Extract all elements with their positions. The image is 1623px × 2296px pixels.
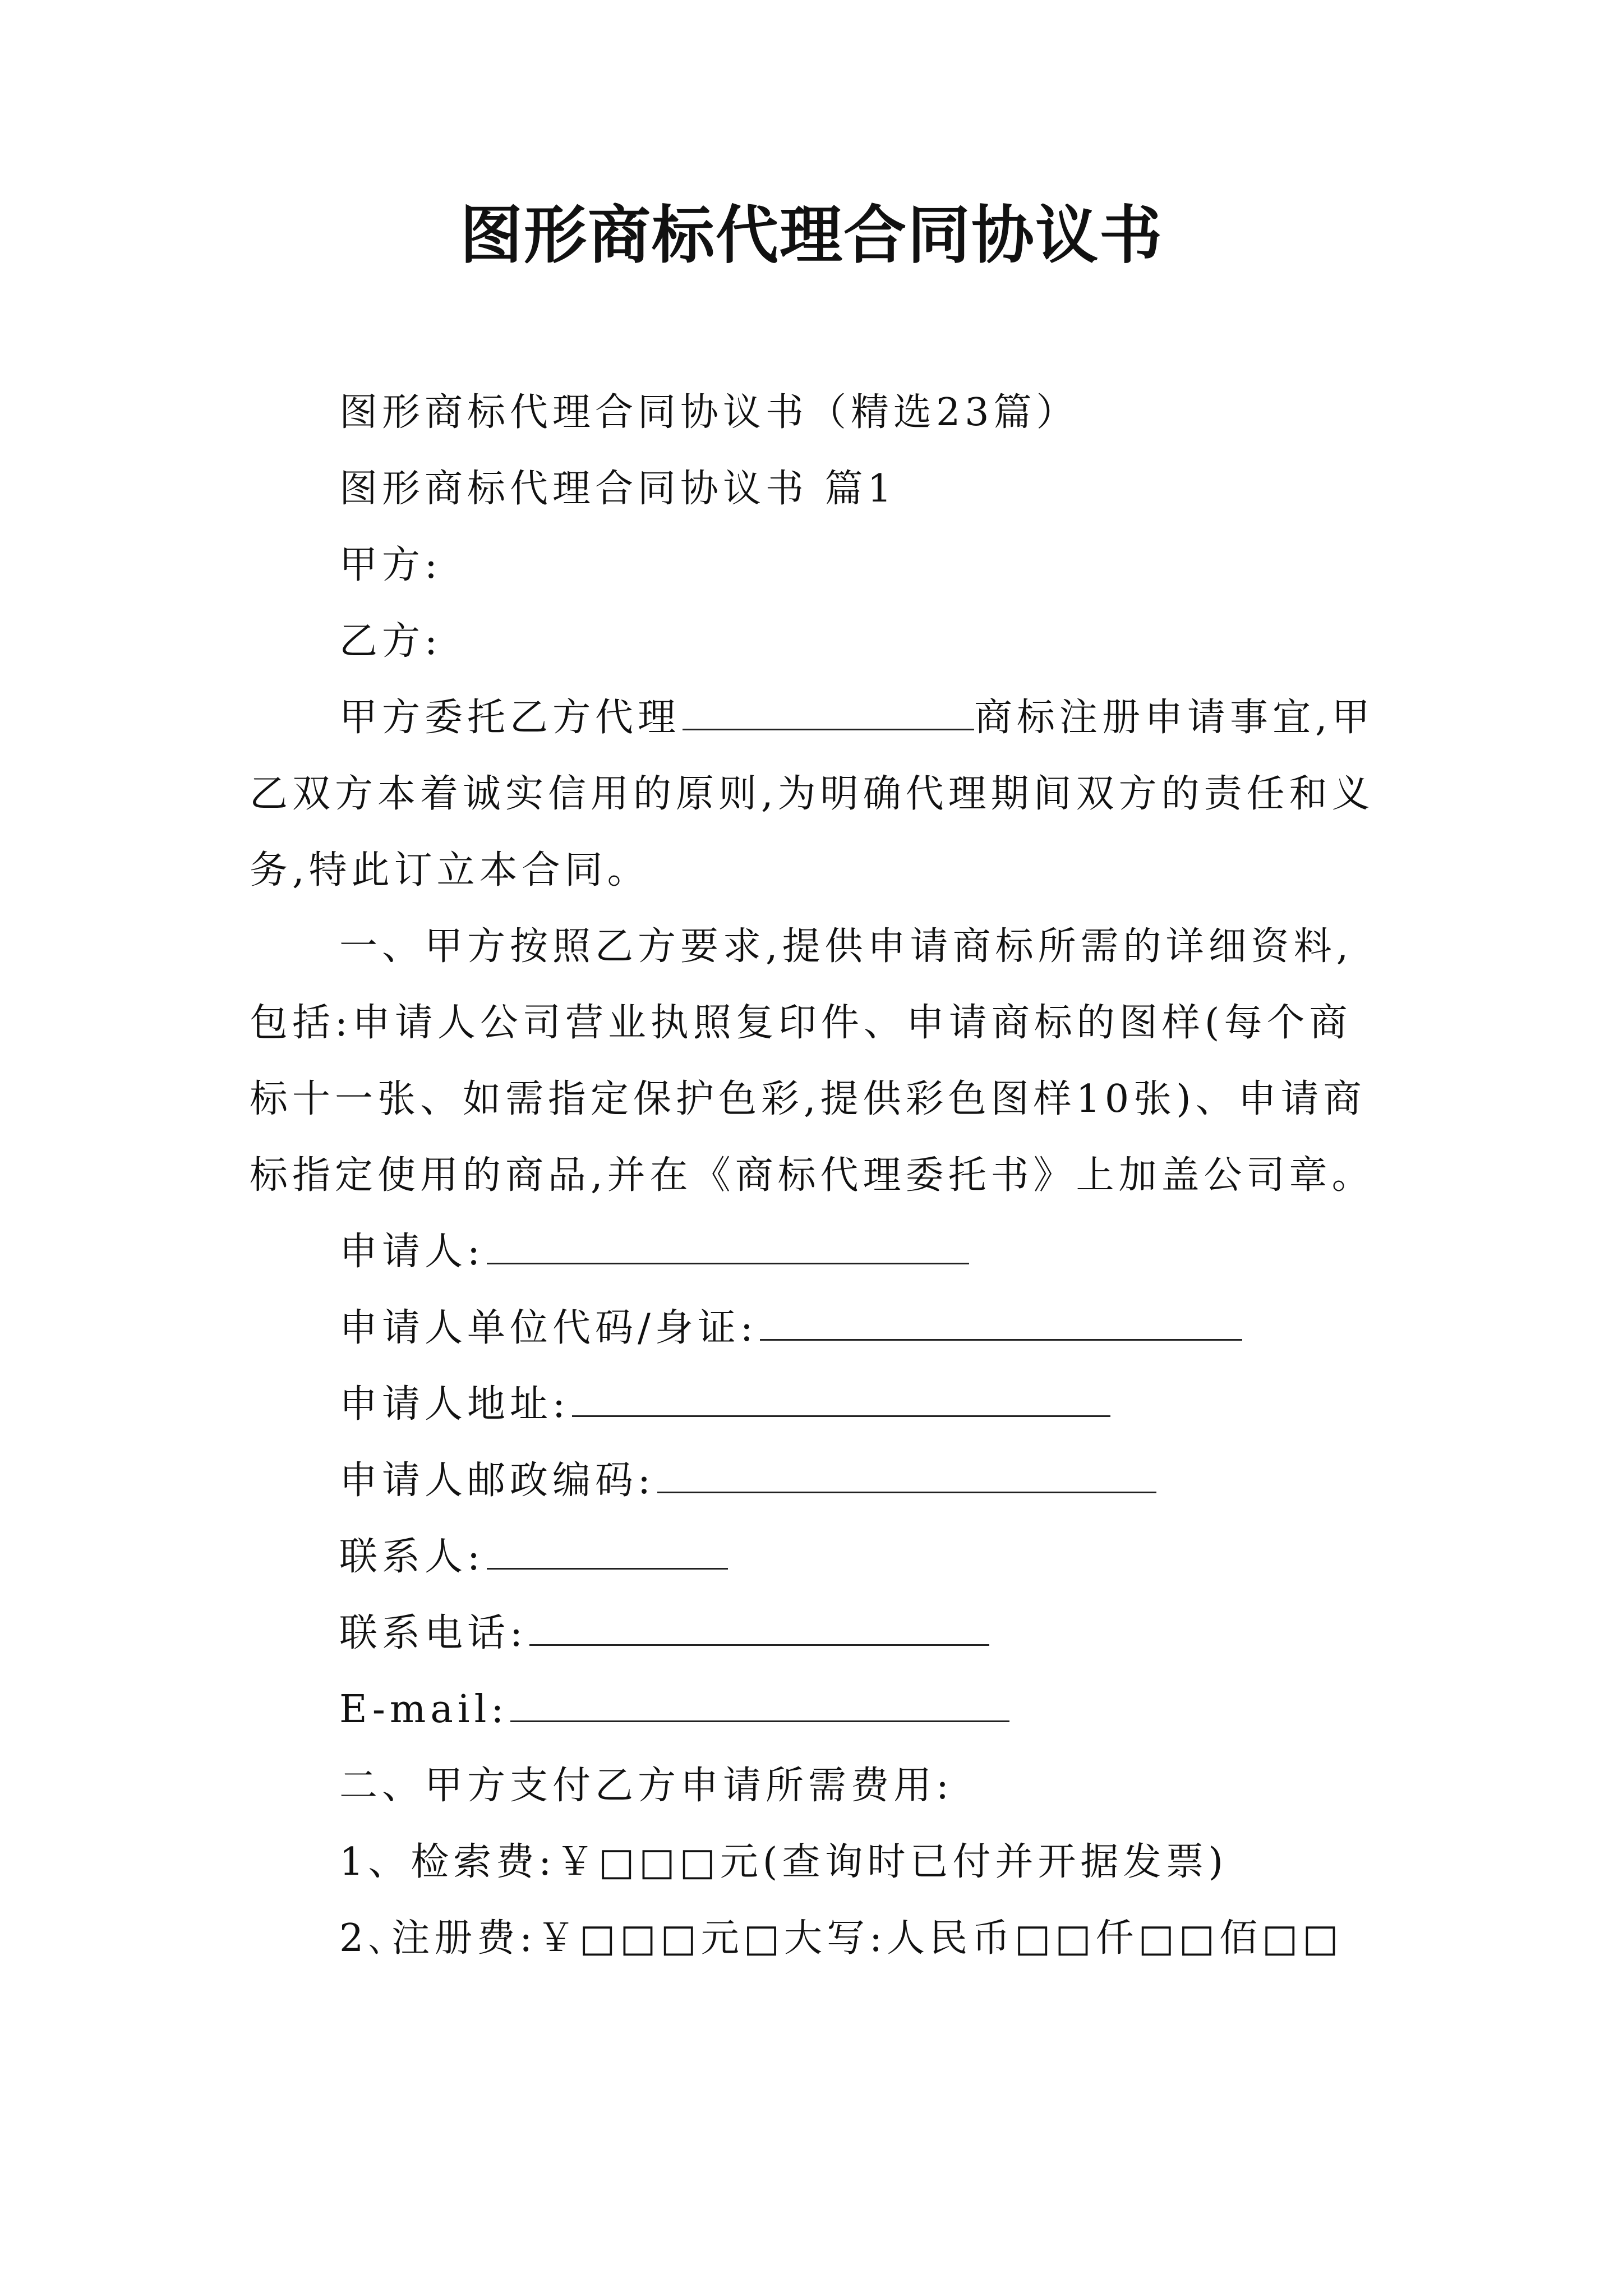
applicant-label: 申请人: bbox=[339, 1230, 485, 1274]
applicant-field bbox=[250, 1214, 1394, 1290]
party-a-label: 甲方: bbox=[339, 543, 442, 587]
fee-item-1: 1、检索费:￥□□□元(查询时已付并开据发票) bbox=[339, 1840, 1228, 1884]
applicant-postcode-field bbox=[250, 1443, 1394, 1519]
fee-item-2: 2､注册费:￥□□□元□大写:人民币□□仟□□佰□□ bbox=[339, 1916, 1343, 1961]
contact-phone-blank bbox=[529, 1606, 989, 1646]
applicant-address-blank bbox=[572, 1377, 1110, 1417]
intro-text-before: 甲方委托乙方代理 bbox=[339, 696, 681, 740]
document-title: 图形商标代理合同协议书 bbox=[460, 199, 1163, 272]
email-field bbox=[250, 1672, 1394, 1748]
applicant-code-blank bbox=[760, 1301, 1242, 1341]
party-b-label: 乙方: bbox=[339, 619, 442, 664]
contact-person-blank bbox=[487, 1530, 728, 1570]
clause-1-paragraph: 一、甲方按照乙方要求,提供申请商标所需的详细资料,包括:申请人公司营业执照复印件、申请商标的图样(每个商标十一张、如需指定保护色彩,提供彩色图样10张)、申请商标指定使用的商品,并在《商标代理委托书》上加盖公司章。 bbox=[250, 924, 1375, 1198]
contact-phone-field bbox=[250, 1595, 1394, 1672]
intro-paragraph bbox=[250, 680, 1394, 909]
applicant-postcode-label: 申请人邮政编码: bbox=[339, 1458, 655, 1503]
applicant-blank bbox=[487, 1225, 969, 1264]
intro-text-after: 商标注册申请事宜,甲乙双方本着诚实信用的原则,为明确代理期间双方的责任和义务,特此订立本合同。 bbox=[250, 696, 1375, 892]
applicant-code-label: 申请人单位代码/身证: bbox=[339, 1306, 758, 1350]
trademark-name-blank bbox=[683, 691, 974, 730]
applicant-postcode-blank bbox=[657, 1453, 1156, 1493]
applicant-code-field bbox=[250, 1290, 1394, 1366]
contact-phone-label: 联系电话: bbox=[339, 1611, 527, 1655]
email-label: E-mail: bbox=[339, 1687, 509, 1732]
clause-2-heading: 二、甲方支付乙方申请所需费用: bbox=[339, 1764, 953, 1808]
contact-person-field bbox=[250, 1519, 1394, 1595]
email-blank bbox=[510, 1682, 1009, 1722]
applicant-address-label: 申请人地址: bbox=[339, 1382, 570, 1427]
applicant-address-field bbox=[250, 1366, 1394, 1443]
subtitle: 图形商标代理合同协议书（精选23篇） bbox=[339, 390, 1079, 435]
document-body bbox=[250, 375, 1394, 1977]
section-heading: 图形商标代理合同协议书 篇1 bbox=[339, 467, 896, 511]
contact-person-label: 联系人: bbox=[339, 1535, 485, 1579]
